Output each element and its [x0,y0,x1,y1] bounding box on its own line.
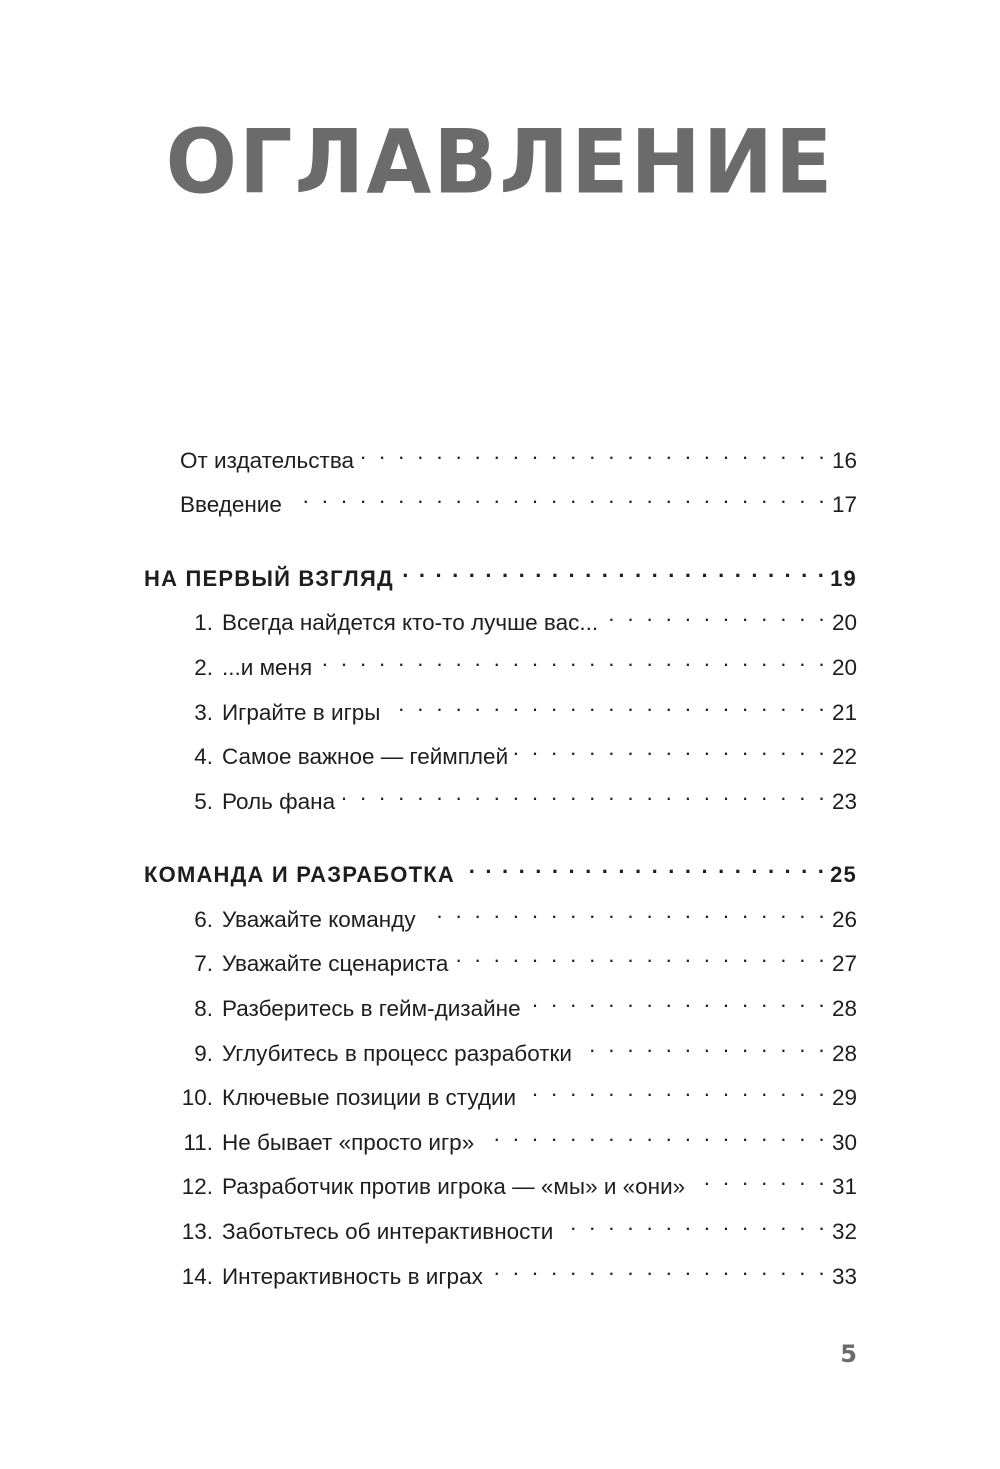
toc-entry[interactable] [180,732,857,769]
toc-entry-number: 11. [183,1130,213,1155]
dot-leader [454,939,828,971]
toc-section-title: НА ПЕРВЫЙ ВЗГЛЯД [144,566,394,591]
dot-leader [522,1073,828,1105]
toc-entry-label: Роль фана [222,789,336,814]
page-title: ОГЛАВЛЕНИЕ [165,110,835,214]
toc-page-number: 25 [830,862,857,887]
toc-entry-label: Интерактивность в играх [222,1264,483,1289]
toc-page-number: 26 [831,907,857,932]
toc-entry[interactable] [180,777,857,814]
dot-leader [318,643,828,675]
dot-leader [400,554,826,586]
dot-leader [288,480,828,512]
toc-page-number: 17 [831,492,857,517]
toc-entry[interactable] [180,939,857,976]
toc-page-number: 29 [831,1085,857,1110]
dot-leader [422,895,828,927]
toc-section-first-look[interactable] [144,554,857,591]
toc-entry[interactable] [180,643,857,680]
toc-entry-label: Не бывает «просто игр» [222,1130,475,1155]
dot-leader [489,1252,828,1284]
toc-entry[interactable] [180,1207,857,1244]
toc-entry[interactable] [180,598,857,635]
toc-page-number: 32 [831,1219,857,1244]
toc-entry-number: 9. [194,1041,213,1066]
toc-page-number: 27 [831,951,857,976]
toc-entry[interactable] [180,1162,857,1199]
toc-section-team-development[interactable] [144,850,857,887]
toc-entry[interactable] [180,1029,857,1066]
dot-leader [559,1207,828,1239]
dot-leader [341,777,828,809]
toc-entry[interactable] [180,895,857,932]
toc-page-number: 28 [831,996,857,1021]
toc-page-number: 22 [831,744,857,769]
dot-leader [480,1118,828,1150]
toc-entry-label: Уважайте команду [222,907,416,932]
toc-entry-label: Играйте в игры [222,700,381,725]
dot-leader [691,1162,828,1194]
toc-entry-number: 7. [194,951,213,976]
toc-entry-number: 6. [194,907,213,932]
toc-section-title: КОМАНДА И РАЗРАБОТКА [144,862,455,887]
dot-leader [461,850,826,882]
toc-entry[interactable] [180,688,857,725]
dot-leader [386,688,828,720]
dot-leader [578,1029,828,1061]
toc-entry[interactable] [180,984,857,1021]
toc-entry-label: Уважайте сценариста [222,951,449,976]
toc-entry-label: Разработчик против игрока — «мы» и «они» [222,1174,686,1199]
dot-leader [604,598,828,630]
toc-entry-label: Всегда найдется кто-то лучше вас... [222,610,599,635]
toc-page-number: 30 [831,1130,857,1155]
toc-page-number: 33 [831,1264,857,1289]
toc-entry-label: Самое важное — геймплей [222,744,509,769]
toc-entry-number: 12. [181,1174,213,1199]
toc-entry-label: Разберитесь в гейм-дизайне [222,996,521,1021]
toc-page-number: 16 [831,448,857,473]
toc-entry-label: От издательства [180,448,355,473]
toc-entry-label: ...и меня [222,655,313,680]
toc-page-number: 31 [831,1174,857,1199]
dot-leader [527,984,828,1016]
toc-entry-number: 13. [181,1219,213,1244]
toc-entry-number: 1. [194,610,213,635]
toc-entry-label: Углубитесь в процесс разработки [222,1041,572,1066]
toc-entry[interactable] [180,1252,857,1289]
toc-entry-label: Введение [180,492,282,517]
toc-page-number: 20 [831,610,857,635]
dot-leader [360,436,828,468]
toc-entry-publisher[interactable] [180,436,857,473]
toc-page-number: 20 [831,655,857,680]
toc-entry-number: 8. [194,996,213,1021]
toc-page-number: 19 [830,566,857,591]
dot-leader [514,732,828,764]
toc-entry-number: 3. [194,700,213,725]
toc-entry-number: 14. [181,1264,213,1289]
toc-entry-number: 5. [194,789,213,814]
toc-entry-introduction[interactable] [180,480,857,517]
toc-entry[interactable] [180,1073,857,1110]
toc-page-number: 21 [831,700,857,725]
toc-entry-label: Ключевые позиции в студии [222,1085,517,1110]
toc-entry-label: Заботьтесь об интерактивности [222,1219,554,1244]
toc-entry-number: 2. [194,655,213,680]
toc-entry-number: 10. [181,1085,213,1110]
toc-page-number: 23 [831,789,857,814]
page-folio-number: 5 [840,1340,857,1368]
toc-entry-number: 4. [194,744,213,769]
toc-entry[interactable] [180,1118,857,1155]
toc-page-number: 28 [831,1041,857,1066]
